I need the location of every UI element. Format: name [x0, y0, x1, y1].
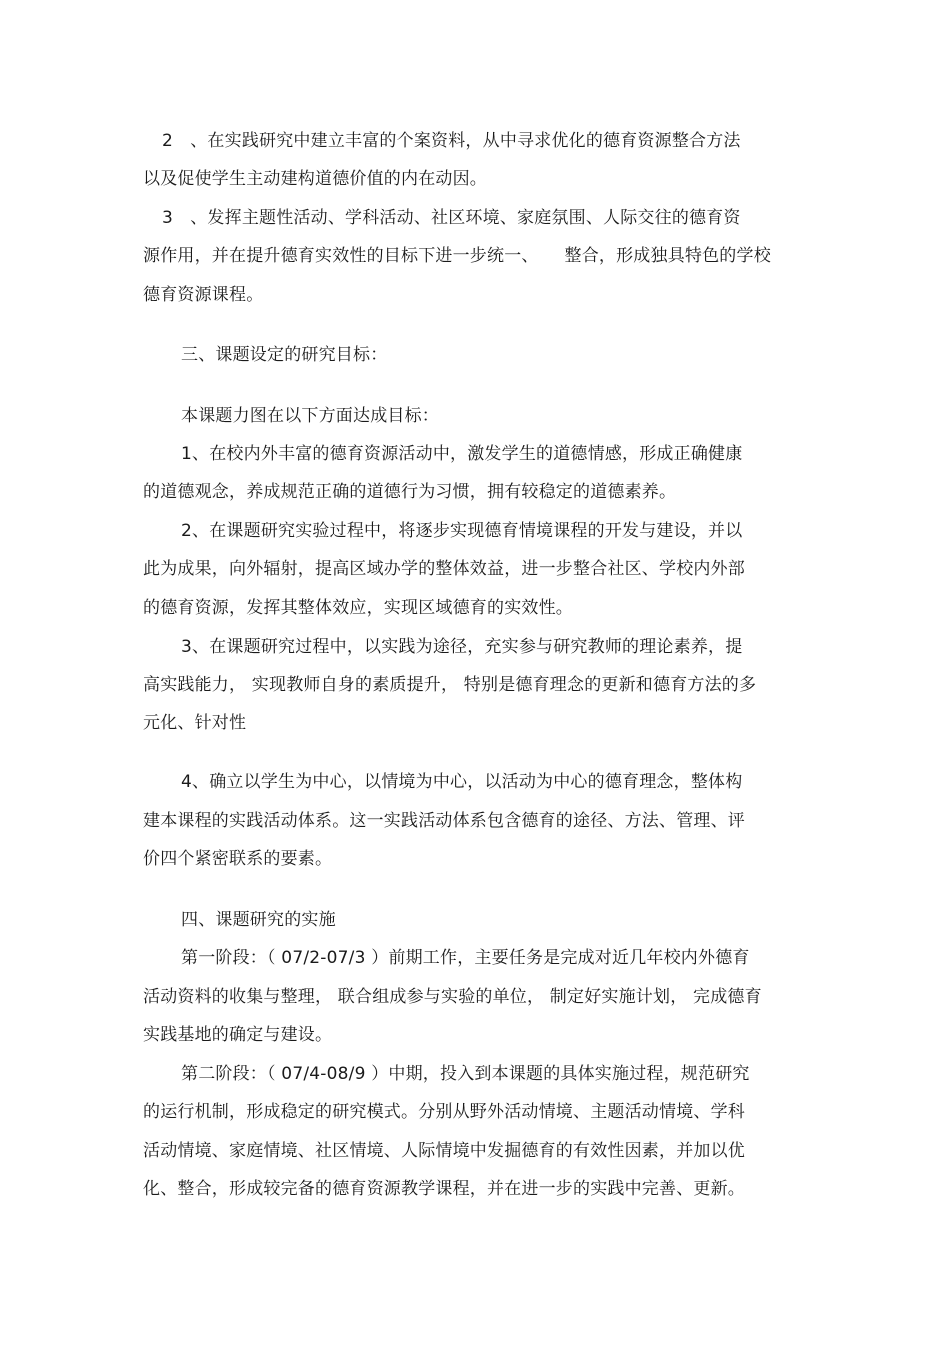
goal2-line-2: 此为成果，向外辐射，提高区域办学的整体效益，进一步整合社区、学校内外部	[143, 559, 745, 579]
stage2-line-3: 活动情境、家庭情境、社区情境、人际情境中发掘德育的有效性因素，并加以优	[143, 1141, 745, 1161]
item2-line-2: 以及促使学生主动建构道德价值的内在动因。	[143, 169, 487, 189]
goal4-line-1: 4、确立以学生为中心，以情境为中心，以活动为中心的德育理念，整体构	[181, 772, 743, 792]
goal2-line-1: 2、在课题研究实验过程中，将逐步实现德育情境课程的开发与建设，并以	[181, 521, 743, 541]
goal3-line-3: 元化、针对性	[143, 713, 247, 733]
goal1-line-2: 的道德观念，养成规范正确的道德行为习惯，拥有较稳定的道德素养。	[143, 482, 677, 502]
stage2-line-1: 第二阶段：（ 07/4-08/9 ）中期，投入到本课题的具体实施过程，规范研究	[181, 1064, 750, 1084]
stage2-line-4: 化、整合，形成较完备的德育资源教学课程，并在进一步的实践中完善、更新。	[143, 1179, 745, 1199]
goal2-line-3: 的德育资源，发挥其整体效应，实现区域德育的实效性。	[143, 598, 573, 618]
stage2-line-2: 的运行机制，形成稳定的研究模式。分别从野外活动情境、主题活动情境、学科	[143, 1102, 745, 1122]
goal1-line-1: 1、在校内外丰富的德育资源活动中，激发学生的道德情感，形成正确健康	[181, 444, 743, 464]
section3-heading: 三、课题设定的研究目标：	[181, 345, 388, 365]
goal3-line-2: 高实践能力， 实现教师自身的素质提升， 特别是德育理念的更新和德育方法的多	[143, 675, 757, 695]
item3-line-2: 源作用，并在提升德育实效性的目标下进一步统一、 整合，形成独具特色的学校	[143, 246, 771, 266]
item3-line-1: 3 、发挥主题性活动、学科活动、社区环境、家庭氛围、人际交往的德育资	[162, 208, 741, 228]
stage1-line-2: 活动资料的收集与整理， 联合组成参与实验的单位， 制定好实施计划， 完成德育	[143, 987, 762, 1007]
item3-line-3: 德育资源课程。	[143, 285, 264, 305]
section3-intro: 本课题力图在以下方面达成目标：	[181, 406, 439, 426]
section4-heading: 四、课题研究的实施	[181, 910, 336, 930]
goal4-line-2: 建本课程的实践活动体系。这一实践活动体系包含德育的途径、方法、管理、评	[143, 811, 745, 831]
stage1-line-3: 实践基地的确定与建设。	[143, 1025, 333, 1045]
item2-line-1: 2 、在实践研究中建立丰富的个案资料，从中寻求优化的德育资源整合方法	[162, 131, 741, 151]
stage1-line-1: 第一阶段：（ 07/2-07/3 ）前期工作，主要任务是完成对近几年校内外德育	[181, 948, 750, 968]
goal4-line-3: 价四个紧密联系的要素。	[143, 849, 333, 869]
goal3-line-1: 3、在课题研究过程中，以实践为途径，充实参与研究教师的理论素养，提	[181, 637, 743, 657]
